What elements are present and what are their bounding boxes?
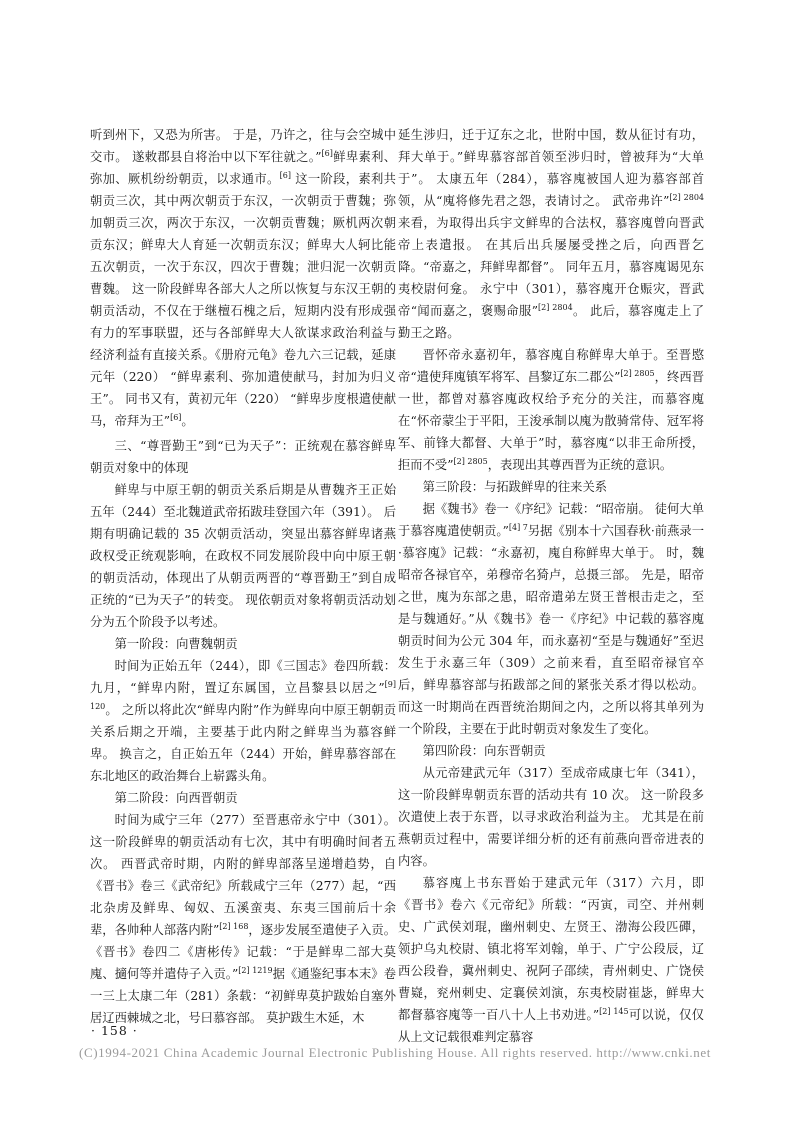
paragraph: 据《魏书》卷一《序纪》记载：“昭帝崩。 徒何大单于慕容廆遣使朝贡。”$^{[4] 7}$另据《别本十六国春秋·前燕录一·慕容廆》记载：“永嘉初，廆自称鲜卑大单于。 时，魏昭帝各禄官卒，弟穆帝名猗卢，总摄三部。 先是，昭帝之世，廆为东部之患，昭帝遣弟左贤王普根击走之，至是与魏通好。”从《魏书》卷一《序纪》中记载的慕容廆朝贡时间为公元 304 年，而永嘉初“至是与魏通好”至迟发生于永嘉三年（309）之前来看，直至昭帝禄官卒后，鲜卑慕容部与拓跋部之间的紧张关系才得以松动。 而这一时期尚在西晋统治期间之内，之所以将其单列为一个阶段，主要在于此时朝贡对象发生了变化。 — [398, 502, 704, 736]
left-column — [90, 124, 396, 1029]
paragraph: 时间为咸宁三年（277）至晋惠帝永宁中（301）。 这一阶段鲜卑的朝贡活动有七次，其中有明确时间者五次。 西晋武帝时期，内附的鲜卑部落呈递增趋势，自《晋书》卷三《武帝纪》所载咸宁三年（277）起，“西北杂虏及鲜卑、匈奴、五溪蛮夷、东夷三国前后十余辈，各帅种人部落内附”$^{[2] 168}$，逐步发展至遣使子入贡。《晋书》卷四二《唐彬传》记载：“于是鲜卑二部大莫廆、擿何等并遣侍子入贡。”$^{[2] 1219}$据《通鉴纪事本末》卷一三上太康二年（281）条载：“初鲜卑莫护跋始自塞外居辽西棘城之北，号曰慕容部。 莫护跋生木延，木 — [90, 813, 396, 1025]
section-heading: 三、“尊晋勤王”到“已为天子”：正统观在慕容鲜卑朝贡对象中的体现 — [90, 439, 396, 475]
paragraph: 晋怀帝永嘉初年，慕容廆自称鲜卑大单于。至晋愍帝“遣使拜廆镇军将军、昌黎辽东二郡公”$^{[2] 2805}$，终西晋一世，都曾对慕容廆政权给予充分的关注，而慕容廆在“怀帝蒙尘于平阳，王浚承制以廆为散骑常侍、冠军将军、前锋大都督、大单于”时，慕容廆“以非王命所授，拒而不受”$^{[2] 2805}$，表现出其尊西晋为正统的意识。 — [398, 348, 704, 472]
stage-heading: 第一阶段：向曹魏朝贡 — [114, 637, 238, 651]
page-number: · 158 · — [91, 1023, 138, 1038]
stage-heading: 第三阶段：与拓跋鲜卑的往来关系 — [422, 480, 608, 494]
stage-heading: 第二阶段：向西晋朝贡 — [114, 791, 238, 805]
stage-heading: 第四阶段：向东晋朝贡 — [422, 744, 546, 758]
copyright-footer: (C)1994-2021 China Academic Journal Electronic Publishing House. All rights reserved. http://www.cnki.net — [79, 1045, 711, 1060]
paragraph: 慕容廆上书东晋始于建武元年（317）六月，即《晋书》卷六《元帝纪》所载：“丙寅，司空、并州刺史、广武侯刘琨，幽州刺史、左贤王、渤海公段匹磾，领护乌丸校尉、镇北将军刘翰，单于、广宁公段辰，辽西公段眷，冀州刺史、祝阿子邵续，青州刺史、广饶侯曹嶷，兖州刺史、定襄侯刘演，东夷校尉崔毖，鲜卑大都督慕容廆等一百八十人上书劝进。”$^{[2] 145}$可以说，仅仅从上文记载很难判定慕容 — [398, 876, 704, 1044]
paragraph: 时间为正始五年（244），即《三国志》卷四所载：九月，“鲜卑内附，置辽东属国，立昌黎县以居之”$^{[9] 120}$。 之所以将此次“鲜卑内附”作为鲜卑向中原王朝朝贡关系后期之开端，主要基于此内附之鲜卑当为慕容鲜卑。 换言之，自正始五年（244）开始，鲜卑慕容部在东北地区的政治舞台上崭露头角。 — [90, 659, 396, 783]
paragraph: 从元帝建武元年（317）至成帝咸康七年（341），这一阶段鲜卑朝贡东晋的活动共有 10 次。 这一阶段多次遣使上表于东晋，以寻求政治利益为主。 尤其是在前燕朝贡过程中，需要详细分析的还有前燕向晋帝进表的内容。 — [398, 766, 704, 868]
paragraph: 听到州下，又恐为所害。 于是，乃许之，往与会空城中交市。 遂敕郡县自将治中以下军往就之。”[6]鲜卑素利、弥加、厥机纷纷朝贡，以求通市。[6] 这一阶段，素利共朝贡三次，其中两次朝贡于东汉，一次朝贡于曹魏；弥加朝贡三次，两次于东汉，一次朝贡曹魏；厥机两次朝贡东汉；鲜卑大人育延一次朝贡东汉；鲜卑大人轲比能五次朝贡，一次于东汉，四次于曹魏；泄归泥一次朝贡曹魏。 这一阶段鲜卑各部大人之所以恢复与东汉王朝的朝贡活动，不仅在于继檀石槐之后，短期内没有形成强有力的军事联盟，还与各部鲜卑大人欲谋求政治利益与经济利益有直接关系。《册府元龟》卷九六三记载，延康元年（220） “鲜卑素利、弥加遣使献马，封加为归义王”。 同书又有，黄初元年（220） “鲜卑步度根遣使献马，帝拜为王”[6]。 — [90, 128, 396, 428]
paragraph: 延生涉归，迁于辽东之北，世附中国，数从征讨有功，拜大单于。”鲜卑慕容部首领至涉归时，曾被拜为“大单于”。 太康五年（284），慕容廆被国人迎为慕容部首领，从“廆将修先君之怨，表请讨之。 武帝弗许”$^{[2] 2804}$来看，为取得出兵宇文鲜卑的合法权，慕容廆曾向晋武帝上表遣报。 在其后出兵屡屡受挫之后，向西晋乞降。“帝嘉之，拜鲜卑都督”。 同年五月，慕容廆谒见东夷校尉何龛。 永宁中（301），慕容廆开仓赈灾，晋武帝“闻而嘉之，褒赐命服”$^{[2] 2804}$。 此后，慕容廆走上了勤王之路。 — [398, 128, 704, 340]
right-column — [398, 124, 704, 1048]
paragraph: 鲜卑与中原王朝的朝贡关系后期是从曹魏齐王正始五年（244）至北魏道武帝拓跋珪登国六年（391）。 后期有明确记载的 35 次朝贡活动，突显出慕容鲜卑诸燕政权受正统观影响，在政权不同发展阶段中向中原王朝的朝贡活动，体现出了从朝贡两晋的“尊晋勤王”到自成正统的“已为天子”的转变。 现依朝贡对象将朝贡活动划分为五个阶段予以考述。 — [90, 483, 396, 629]
